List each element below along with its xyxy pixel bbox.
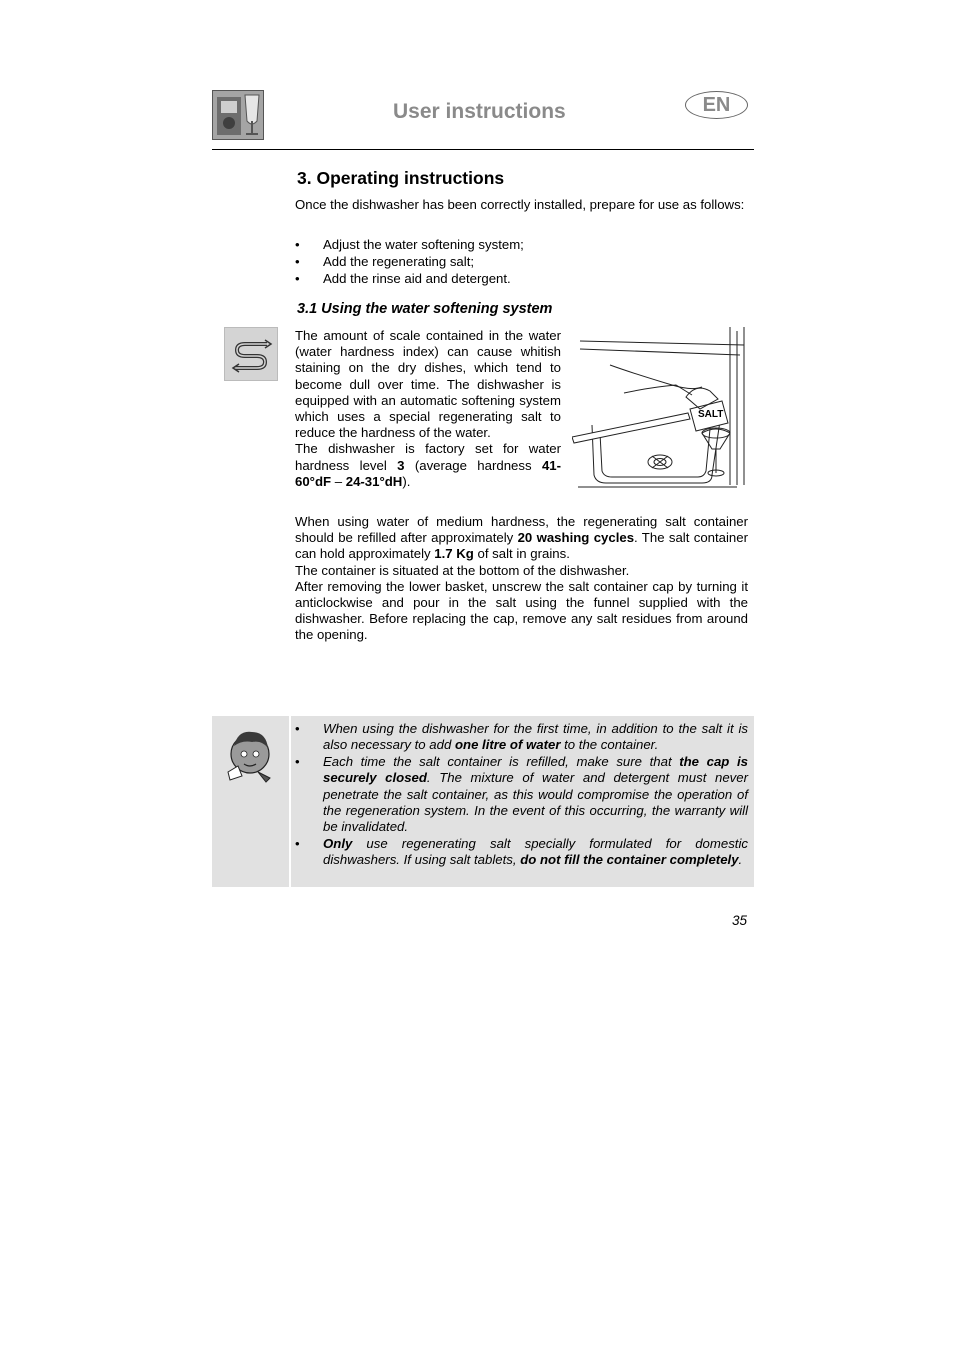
salt-bag-label: SALT [698,409,724,420]
list-item: • Add the rinse aid and detergent. [295,270,748,287]
intro-paragraph: Once the dishwasher has been correctly installed, prepare for use as follows: [295,197,745,212]
do-not-fill-warning: do not fill the container completely [520,852,739,868]
steps-list [295,236,748,287]
cap-closed-warning: the cap is securely closed [323,753,748,786]
softening-paragraph: The amount of scale contained in the water (water hardness index) can cause whitish staining on the dry dishes, which tend to become dull over time. The dishwasher is equipped with an automatic softening system which uses a special regenerating salt to reduce the hardness of the water. [295,328,561,441]
hardness-dH: 24-31°dH [345,473,403,489]
softening-text [295,328,561,490]
factory-setting-paragraph: The dishwasher is factory set for water hardness level 3 (average hardness 41-60°dF – 24-31°dH). [295,441,561,489]
only-label: Only [323,835,353,851]
page-number: 35 [732,913,748,928]
list-item: • Each time the salt container is refilled, make sure that the cap is securely closed. The mixture of water and detergent must never penetrate the salt container, as this would compromise the operation of the regeneration system. In the event of this occurring, the warranty will be invalidated. [295,754,748,836]
notes-list [295,721,748,869]
warning-mascot-icon [212,716,289,887]
header-divider [212,149,754,150]
refill-paragraph: When using water of medium hardness, the regenerating salt container should be refilled after approximately 20 washing cycles. The salt container can hold approximately 1.7 Kg of salt in grains. [295,514,748,562]
softener-s-arrow-icon [224,327,278,381]
note-icon-panel [212,716,289,887]
washing-cycles: 20 washing cycles [517,530,635,546]
hardness-level: 3 [397,457,405,473]
hardness-dF: 41-60°dF [295,457,561,489]
water-quantity: one litre of water [454,737,561,753]
language-badge: EN [685,91,748,119]
refill-text [295,514,748,644]
list-item: • When using the dishwasher for the first time, in addition to the salt it is also necessary to add one litre of water to the container. [295,721,748,754]
container-location-paragraph: The container is situated at the bottom of the dishwasher. [295,562,630,578]
subsection-heading: 3.1 Using the water softening system [297,301,553,317]
salt-capacity: 1.7 Kg [434,546,474,562]
list-item: • Adjust the water softening system; [295,236,748,253]
salt-filling-illustration [572,325,752,491]
dishwasher-photo-icon [212,90,264,140]
section-heading: 3. Operating instructions [297,168,505,188]
list-item: • Add the regenerating salt; [295,253,748,270]
list-item: • Only use regenerating salt specially formulated for domestic dishwashers. If using salt tablets, do not fill the container completely. [295,836,748,869]
page-header-title: User instructions [393,100,566,123]
filling-procedure-paragraph: After removing the lower basket, unscrew the salt container cap by turning it anticlockwise and pour in the salt using the funnel supplied with the dishwasher. Before replacing the cap, remove any salt residues from around the opening. [295,578,748,643]
